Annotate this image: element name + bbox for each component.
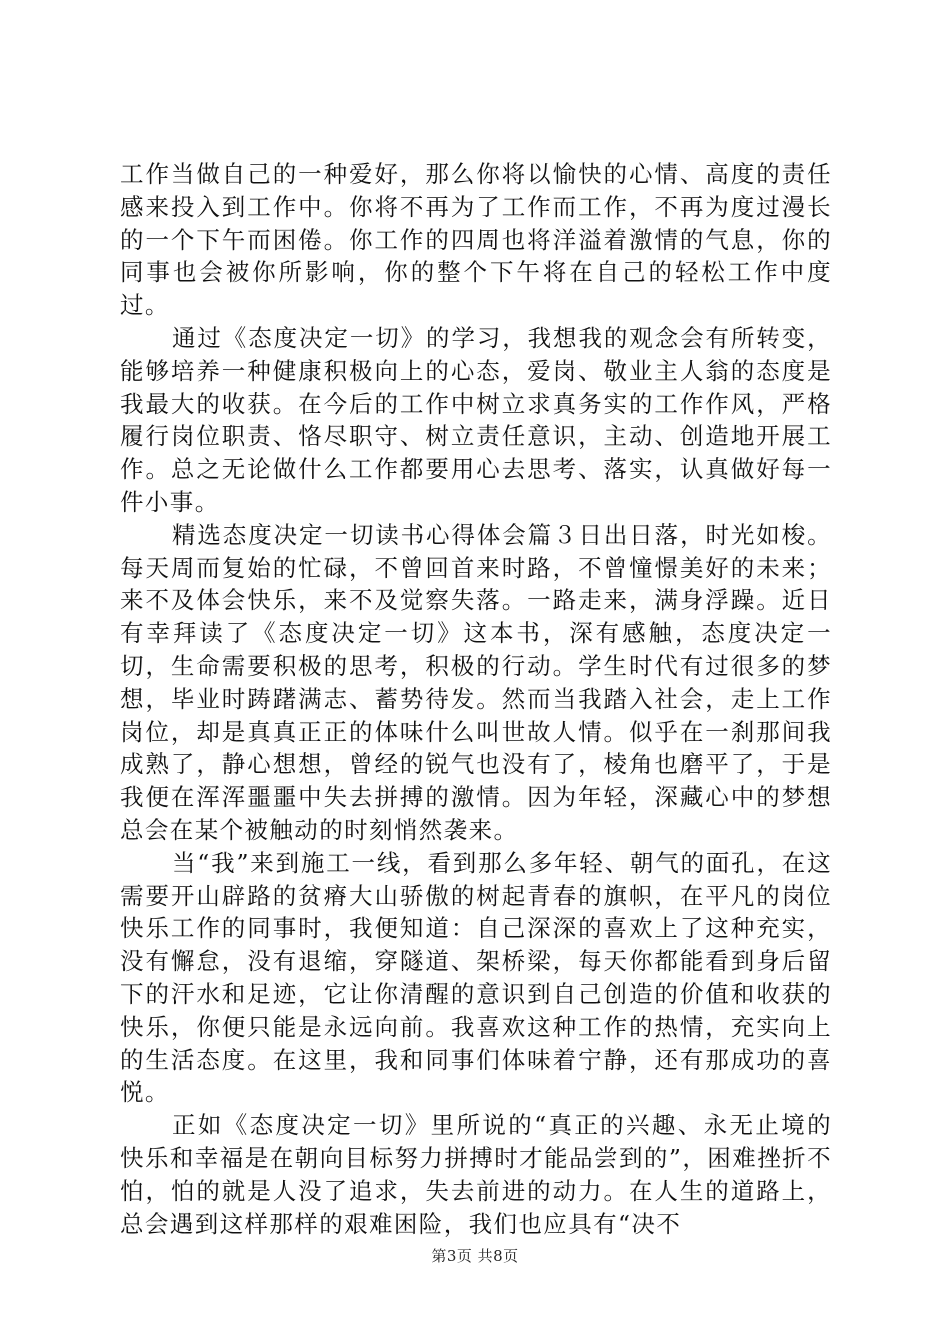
page-number-footer: 第3页 共8页 <box>431 1247 519 1265</box>
paragraph-4: 当“我”来到施工一线，看到那么多年轻、朝气的面孔，在这需要开山辟路的贫瘠大山骄傲的树起青春的旗帜，在平凡的岗位快乐工作的同事时，我便知道：自己深深的喜欢上了这种充实，没有懈怠，没有退缩，穿隧道、架桥梁，每天你都能看到身后留下的汗水和足迹，它让你清醒的意识到自己创造的价值和收获的快乐，你便只能是永远向前。我喜欢这种工作的热情，充实向上的生活态度。在这里，我和同事们体味着宁静，还有那成功的喜悦。 <box>120 848 832 1107</box>
paragraph-3: 精选态度决定一切读书心得体会篇３日出日落，时光如梭。每天周而复始的忙碌，不曾回首来时路，不曾憧憬美好的未来；来不及体会快乐，来不及觉察失落。一路走来，满身浮躁。近日有幸拜读了《态度决定一切》这本书，深有感触，态度决定一切，生命需要积极的思考，积极的行动。学生时代有过很多的梦想，毕业时踌躇满志、蓄势待发。然而当我踏入社会，走上工作岗位，却是真真正正的体味什么叫世故人情。似乎在一刹那间我成熟了，静心想想，曾经的锐气也没有了，棱角也磨平了，于是我便在浑浑噩噩中失去拼搏的激情。因为年轻，深藏心中的梦想总会在某个被触动的时刻悄然袭来。 <box>120 520 832 844</box>
paragraph-1: 工作当做自己的一种爱好，那么你将以愉快的心情、高度的责任感来投入到工作中。你将不再为了工作而工作，不再为度过漫长的一个下午而困倦。你工作的四周也将洋溢着激情的气息，你的同事也会被你所影响，你的整个下午将在自己的轻松工作中度过。 <box>120 160 832 320</box>
paragraph-2: 通过《态度决定一切》的学习，我想我的观念会有所转变，能够培养一种健康积极向上的心态，爱岗、敬业主人翁的态度是我最大的收获。在今后的工作中树立求真务实的工作作风，严格履行岗位职责、恪尽职守、树立责任意识，主动、创造地开展工作。总之无论做什么工作都要用心去思考、落实，认真做好每一件小事。 <box>120 323 832 516</box>
paragraph-5: 正如《态度决定一切》里所说的“真正的兴趣、永无止境的快乐和幸福是在朝向目标努力拼搏时才能品尝到的”，困难挫折不怕，怕的就是人没了追求，失去前进的动力。在人生的道路上，总会遇到这样那样的艰难困险，我们也应具有“决不 <box>120 1111 832 1238</box>
body-text <box>120 158 832 1240</box>
